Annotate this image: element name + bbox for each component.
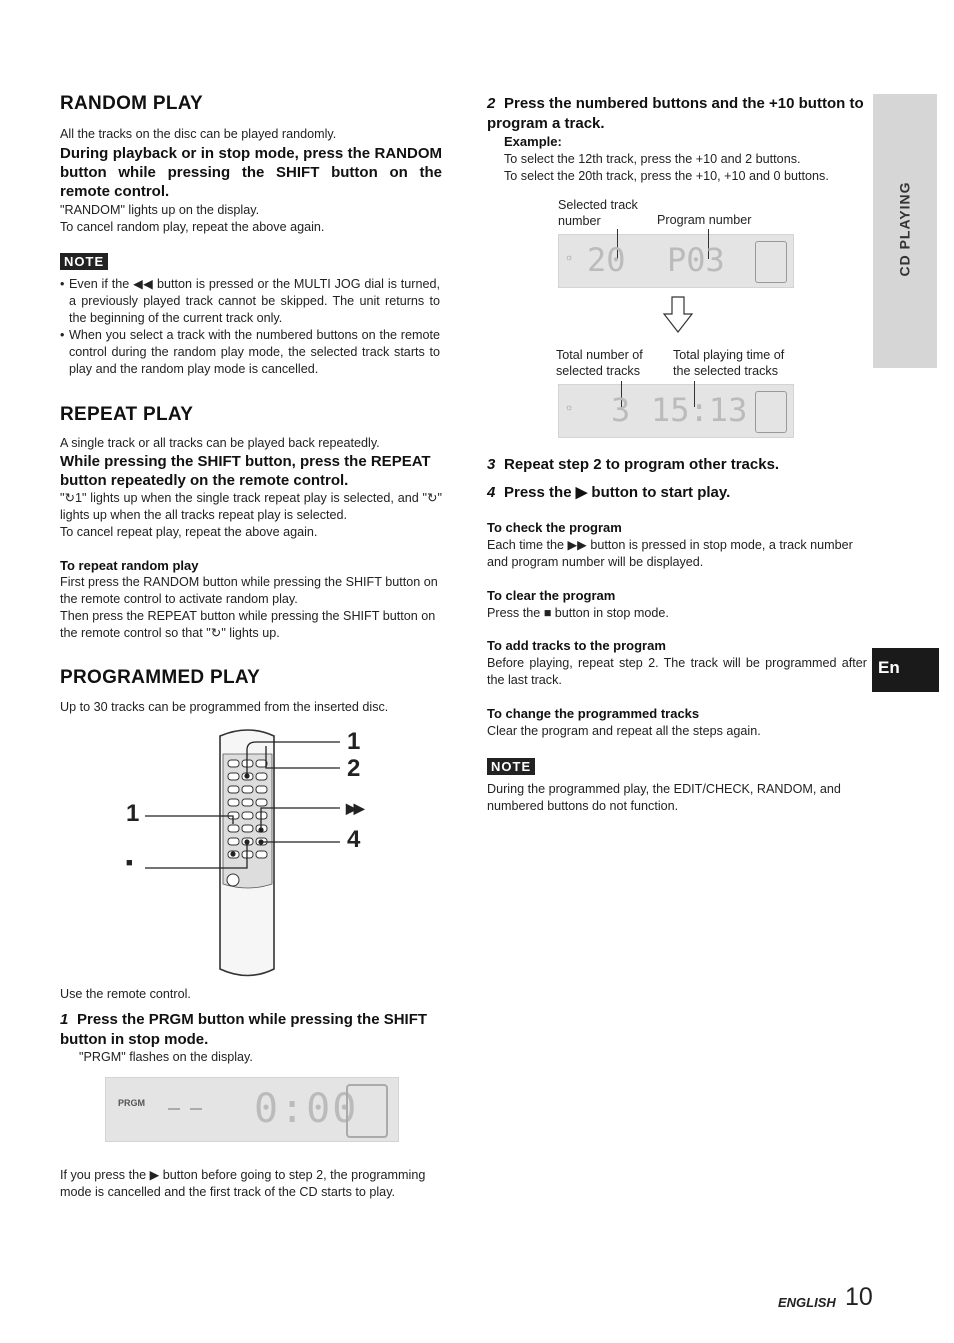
clear-program-text: Press the ■ button in stop mode.	[487, 606, 669, 620]
lcd2-track-grid-icon	[755, 391, 787, 433]
side-tab-label-wrap	[889, 154, 921, 304]
step-1-note: "PRGM" flashes on the display.	[79, 1050, 253, 1064]
label-total-number: Total number of selected tracks	[556, 348, 643, 378]
lcd-track-grid-icon	[346, 1084, 388, 1138]
side-tab-label: CD PLAYING	[897, 181, 913, 277]
step-3	[487, 455, 873, 475]
footer-language: ENGLISH	[778, 1295, 836, 1310]
random-play-title: RANDOM PLAY	[60, 93, 203, 114]
lcd-prgm-indicator: PRGM	[118, 1098, 145, 1108]
callout-fast-forward: ▶▶	[346, 800, 362, 816]
lcd1-program-digits: P03	[667, 241, 725, 279]
step-4	[487, 483, 873, 503]
step-1-text: Press the PRGM button while pressing the SHIFT button in stop mode.	[60, 1011, 428, 1048]
repeat-instruction: While pressing the SHIFT button, press the REPEAT button repeatedly on the remote control.	[60, 453, 431, 489]
random-intro: All the tracks on the disc can be played randomly.	[60, 127, 337, 141]
repeat-random-text1: First press the RANDOM button while pressing the SHIFT button on the remote control to activate random play.	[60, 575, 438, 606]
step-1-number: 1	[60, 1011, 69, 1028]
add-tracks-title: To add tracks to the program	[487, 638, 666, 653]
example-label: Example:	[504, 134, 562, 149]
step-2-text: Press the numbered buttons and the +10 button to program a track.	[487, 95, 864, 132]
random-note-1: • Even if the ◀◀ button is pressed or the MULTI JOG dial is turned, a previously played track cannot be skipped. The unit returns to the beginning of the current track only.	[60, 276, 440, 327]
program-note-badge-text: NOTE	[487, 758, 535, 775]
program-note-badge	[487, 758, 535, 776]
check-program-text: Each time the ▶▶ button is pressed in stop mode, a track number and program number will be displayed.	[487, 538, 853, 569]
change-tracks-text: Clear the program and repeat all the steps again.	[487, 724, 761, 738]
note-badge-text: NOTE	[60, 253, 108, 270]
repeat-line2: To cancel repeat play, repeat the above again.	[60, 525, 318, 539]
repeat-intro: A single track or all tracks can be played back repeatedly.	[60, 436, 380, 450]
down-arrow-icon	[662, 296, 694, 334]
language-tab	[872, 648, 939, 692]
repeat-line1: "↻1" lights up when the single track repeat play is selected, and "↻" lights up when the all tracks repeat play is selected.	[60, 491, 442, 522]
callout-4-play: 4	[347, 826, 361, 853]
repeat-random-subtitle: To repeat random play	[60, 558, 199, 573]
lcd1-sun-icon: ☼	[565, 252, 574, 262]
page-number: 10	[845, 1283, 873, 1311]
label-program-number: Program number	[657, 213, 752, 227]
lcd-display-program	[558, 234, 794, 288]
step-2-number: 2	[487, 95, 496, 112]
add-tracks-text: Before playing, repeat step 2. The track will be programmed after the last track.	[487, 656, 867, 687]
callout-1-prgm: 1	[347, 728, 361, 755]
label-selected-track: Selected track number	[558, 198, 638, 228]
language-tab-label: En	[878, 658, 900, 677]
step-4-number: 4	[487, 484, 496, 501]
step-3-number: 3	[487, 456, 496, 473]
programmed-footer-text: If you press the ▶ button before going to step 2, the programming mode is cancelled and the first track of the CD starts to play.	[60, 1168, 426, 1199]
program-note-text: During the programmed play, the EDIT/CHECK, RANDOM, and numbered buttons do not function.	[487, 782, 841, 813]
random-notes-list	[60, 276, 440, 378]
clear-program-title: To clear the program	[487, 588, 616, 603]
lcd-display-prgm	[105, 1077, 399, 1142]
lcd2-count-digits: 3	[611, 391, 631, 429]
random-note-2: • When you select a track with the numbered buttons on the remote control during the random play mode, the selected track starts to play and the random play mode is cancelled.	[60, 327, 440, 378]
repeat-play-title: REPEAT PLAY	[60, 404, 194, 425]
step-3-text: Repeat step 2 to program other tracks.	[504, 456, 780, 473]
change-tracks-title: To change the programmed tracks	[487, 706, 700, 721]
programmed-intro: Up to 30 tracks can be programmed from the inserted disc.	[60, 700, 389, 714]
step-4-text: Press the ▶ button to start play.	[504, 484, 731, 501]
check-program-title: To check the program	[487, 520, 622, 535]
repeat-random-text2: Then press the REPEAT button while pressing the SHIFT button on the remote control so that "↻" lights up.	[60, 609, 436, 640]
callout-2-numbers: 2	[347, 755, 361, 782]
section-side-tab	[873, 94, 937, 368]
callout-1-shift: 1	[126, 800, 140, 827]
example-2: To select the 20th track, press the +10, +10 and 0 buttons.	[504, 169, 829, 183]
callout-stop: ■	[126, 857, 133, 869]
label-total-time: Total playing time of the selected tracks	[673, 348, 785, 378]
step-1	[60, 1010, 450, 1050]
random-note-badge	[60, 253, 108, 271]
lcd1-track-digits: 20	[587, 241, 626, 279]
random-line1: "RANDOM" lights up on the display.	[60, 203, 260, 217]
lcd1-track-grid-icon	[755, 241, 787, 283]
lcd-display-total	[558, 384, 794, 438]
lcd-dash-segments	[166, 1106, 226, 1112]
lcd2-sun-icon: ☼	[565, 402, 574, 412]
remote-caption: Use the remote control.	[60, 987, 191, 1001]
random-instruction: During playback or in stop mode, press the RANDOM button while pressing the SHIFT button on the remote control.	[60, 145, 442, 200]
step-2	[487, 94, 873, 134]
random-line2: To cancel random play, repeat the above again.	[60, 220, 325, 234]
lcd2-time-digits: 15:13	[651, 391, 748, 429]
programmed-play-title: PROGRAMMED PLAY	[60, 667, 261, 688]
lcd-time-digits: 0:00	[254, 1086, 359, 1132]
example-1: To select the 12th track, press the +10 and 2 buttons.	[504, 152, 801, 166]
